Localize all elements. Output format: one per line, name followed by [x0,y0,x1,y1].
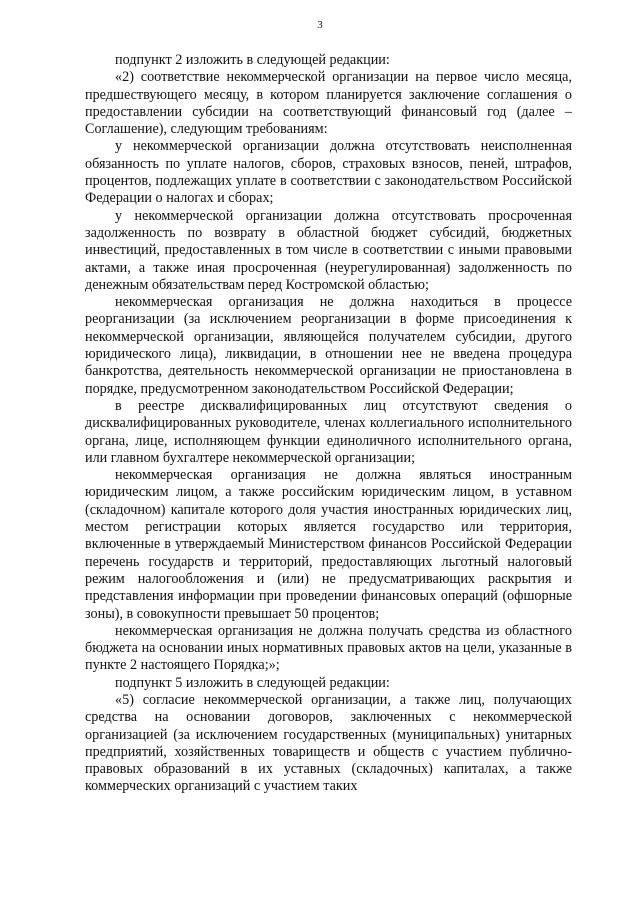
page-number: 3 [317,19,323,31]
paragraph-requirement-2: «2) соответствие некоммерческой организации на первое число месяца, предшествующего месяцу, в котором планируется заключение соглашения о предоставлении субсидии на соответствующий финансовый год (далее – Соглашение), следующим требованиям: [85,69,572,138]
paragraph-foreign-entity: некоммерческая организация не должна являться иностранным юридическим лицом, а также российским юридическим лицом, в уставном (складочном) капитале которого доля участия иностранных юридических лиц, местом регистрации которых является государство или территория, включенные в утверждаемый Министерством финансов Российской Федерации перечень государств и территорий, предоставляющих льготный налоговый режим налогообложения и (или) не предусматривающих раскрытия и представления информации при проведении финансовых операций (офшорные зоны), в совокупности превышает 50 процентов; [85,467,572,622]
paragraph-overdue-debt: у некоммерческой организации должна отсутствовать просроченная задолженность по возврату в областной бюджет субсидий, бюджетных инвестиций, предоставленных в том числе в соответствии с иными правовыми актами, а также иная просроченная (неурегулированная) задолженность по денежным обязательствам перед Костромской областью; [85,207,572,293]
paragraph-tax-obligations: у некоммерческой организации должна отсутствовать неисполненная обязанность по уплате налогов, сборов, страховых взносов, пеней, штрафов, процентов, подлежащих уплате в соответствии с законодательством Российской Федерации о налогах и сборах; [85,138,572,207]
paragraph-reorganization: некоммерческая организация не должна находиться в процессе реорганизации (за исключением реорганизации в форме присоединения к некоммерческой организации, являющейся получателем субсидии, другого юридического лица), ликвидации, в отношении нее не введена процедура банкротства, деятельность некоммерческой организации не приостановлена в порядке, предусмотренном законодательством Российской Федерации; [85,294,572,397]
paragraph-consent: «5) согласие некоммерческой организации, а также лиц, получающих средства на основании договоров, заключенных с некоммерческой организацией (за исключением государственных (муниципальных) унитарных предприятий, хозяйственных товариществ и обществ с участием публично-правовых образований в их уставных (складочных) капиталах, а также коммерческих организаций с участием таких [85,691,572,795]
paragraph-other-funding: некоммерческая организация не должна получать средства из областного бюджета на основании иных нормативных правовых актов на цели, указанные в пункте 2 настоящего Порядка;»; [85,622,572,674]
paragraph-disqualified-persons: в реестре дисквалифицированных лиц отсутствуют сведения о дисквалифицированных руководителе, членах коллегиального исполнительного органа, лице, исполняющем функции единоличного исполнительного органа, или главном бухгалтере некоммерческой организации; [85,397,572,466]
document-body [85,52,572,796]
paragraph-intro-subitem-2: подпункт 2 изложить в следующей редакции: [115,52,390,68]
paragraph-intro-subitem-5: подпункт 5 изложить в следующей редакции: [115,674,390,691]
